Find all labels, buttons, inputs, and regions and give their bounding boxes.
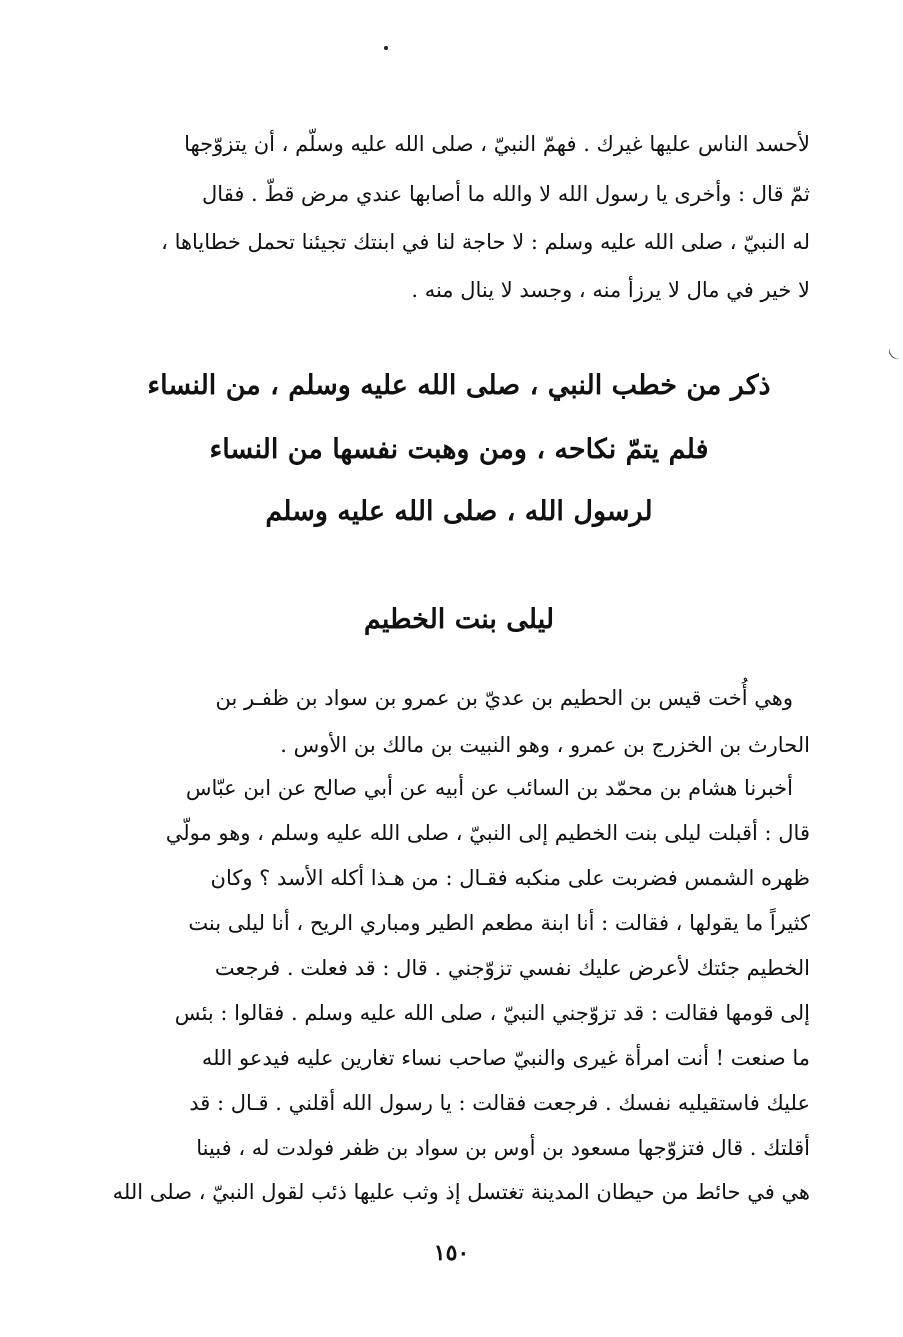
subheading: ليلى بنت الخطيم	[363, 604, 555, 635]
body-line-12: هي في حائط من حيطان المدينة تغتسل إذ وثب عليها ذئب لقول النبيّ ، صلى الله	[112, 1180, 810, 1204]
top-paragraph-line-4: لا خير في مال لا يرزأ منه ، وجسد لا ينال منه .	[411, 278, 810, 302]
body-line-11: أقلتك . قال فتزوّجها مسعود بن أوس بن سواد بن ظفر فولدت له ، فبينا	[196, 1136, 810, 1160]
top-paragraph-line-3: له النبيّ ، صلى الله عليه وسلم : لا حاجة لنا في ابنتك تجيئنا تحمل خطاياها ،	[161, 230, 810, 254]
body-line-9: ما صنعت ! أنت امرأة غيرى والنبيّ صاحب نساء تغارين عليه فيدعو الله	[201, 1046, 810, 1070]
top-paragraph-line-1: لأحسد الناس عليها غيرك . فهمّ النبيّ ، صلى الله عليه وسلّم ، أن يتزوّجها	[184, 132, 810, 156]
body-line-2: الحارث بن الخزرج بن عمرو ، وهو النبيت بن مالك بن الأوس .	[280, 733, 810, 757]
margin-mark	[887, 344, 903, 362]
page-number: ١٥٠	[433, 1240, 470, 1266]
body-line-7: الخطيم جئتك لأعرض عليك نفسي تزوّجني . قال : قد فعلت . فرجعت	[214, 956, 810, 980]
body-line-6: كثيراً ما يقولها ، فقالت : أنا ابنة مطعم الطير ومباري الريح ، أنا ليلى بنت	[188, 911, 810, 935]
body-line-10: عليك فاستقيليه نفسك . فرجعت فقالت : يا رسول الله أقلني . قـال : قد	[189, 1091, 810, 1115]
body-line-8: إلى قومها فقالت : قد تزوّجني النبيّ ، صلى الله عليه وسلم . فقالوا : بئس	[174, 1001, 810, 1025]
body-line-3: أخبرنا هشام بن محمّد بن السائب عن أبيه عن أبي صالح عن ابن عبّاس	[185, 776, 793, 800]
body-line-4: قال : أقبلت ليلى بنت الخطيم إلى النبيّ ، صلى الله عليه وسلم ، وهو مولّي	[165, 821, 810, 845]
section-heading-line-1: ذكر من خطب النبي ، صلى الله عليه وسلم ، من النساء	[147, 370, 771, 401]
section-heading-line-3: لرسول الله ، صلى الله عليه وسلم	[265, 496, 653, 527]
section-heading-line-2: فلم يتمّ نكاحه ، ومن وهبت نفسها من النساء	[209, 434, 709, 465]
top-paragraph-line-2: ثمّ قال : وأخرى يا رسول الله لا والله ما أصابها عندي مرض قطّ . فقال	[202, 182, 810, 206]
ink-dot	[384, 46, 388, 50]
body-line-1: وهي أُخت قيس بن الحطيم بن عديّ بن عمرو بن سواد بن ظفـر بن	[215, 686, 793, 710]
body-line-5: ظهره الشمس فضربت على منكبه فقـال : من هـذا أكله الأسد ؟ وكان	[210, 866, 810, 890]
